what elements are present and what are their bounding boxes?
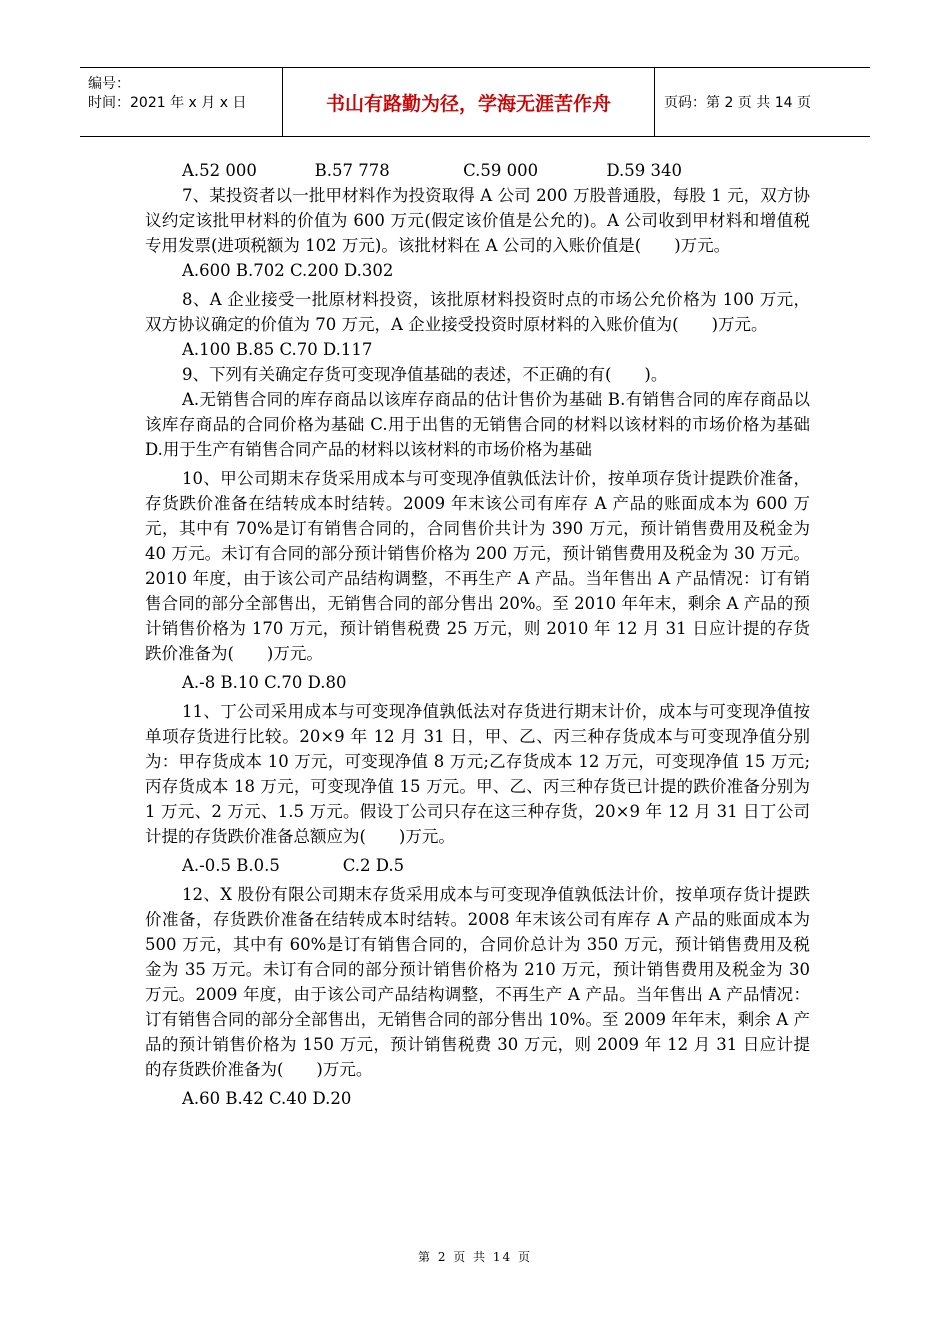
page-header — [80, 67, 870, 137]
question-10-text: 10、甲公司期末存货采用成本与可变现净值孰低法计价，按单项存货计提跌价准备，存货跌价准备在结转成本时结转。2009 年末该公司有库存 A 产品的账面成本为 600 万元，其中有 70%是订有销售合同的，合同售价共计为 390 万元，预计销售费用及税金为 40 万元。未订有合同的部分预计销售价格为 200 万元，预计销售费用及税金为 30 万元。2010 年度，由于该公司产品结构调整，不再生产 A 产品。当年售出 A 产品情况：订有销售合同的部分全部售出，无销售合同的部分售出 20%。至 2010 年年末，剩余 A 产品的预计销售价格为 170 万元，预计销售税费 25 万元，则 2010 年 12 月 31 日应计提的存货跌价准备为( )万元。 — [145, 469, 810, 663]
date-label: 时间：2021 年 x 月 x 日 — [88, 95, 247, 111]
question-7-options: A.600 B.702 C.200 D.302 — [182, 261, 394, 280]
header-divider — [654, 68, 655, 136]
question-12-options: A.60 B.42 C.40 D.20 — [182, 1089, 352, 1108]
question-8-options: A.100 B.85 C.70 D.117 — [182, 340, 373, 359]
question-9-text: 9、下列有关确定存货可变现净值基础的表述，不正确的有( )。 — [182, 365, 668, 384]
page-footer: 第 2 页 共 14 页 — [418, 1250, 532, 1264]
header-motto: 书山有路勤为径，学海无涯苦作舟 — [325, 92, 611, 115]
question-9-options: A.无销售合同的库存商品以该库存商品的估计售价为基础 B.有销售合同的库存商品以该库存商品的合同价格为基础 C.用于出售的无销售合同的材料以该材料的市场价格为基础 D.用于生产有销售合同产品的材料以该材料的市场价格为基础 — [145, 390, 810, 459]
header-page-info: 页码：第 2 页 共 14 页 — [664, 95, 811, 111]
question-6-options: A.52 000 B.57 778 C.59 000 D.59 340 — [182, 161, 682, 180]
question-11-text: 11、丁公司采用成本与可变现净值孰低法对存货进行期末计价，成本与可变现净值按单项存货进行比较。20×9 年 12 月 31 日，甲、乙、丙三种存货成本与可变现净值分别为：甲存货成本 10 万元，可变现净值 8 万元;乙存货成本 12 万元，可变现净值 15 万元;丙存货成本 18 万元，可变现净值 15 万元。甲、乙、丙三种存货已计提的跌价准备分别为 1 万元、2 万元、1.5 万元。假设丁公司只存在这三种存货，20×9 年 12 月 31 日丁公司计提的存货跌价准备总额应为( )万元。 — [145, 702, 810, 846]
question-12-text: 12、X 股份有限公司期末存货采用成本与可变现净值孰低法计价，按单项存货计提跌价准备，存货跌价准备在结转成本时结转。2008 年末该公司有库存 A 产品的账面成本为 500 万元，其中有 60%是订有销售合同的，合同价总计为 350 万元，预计销售费用及税金为 35 万元。未订有合同的部分预计销售价格为 210 万元，预计销售费用及税金为 30 万元。2009 年度，由于该公司产品结构调整，不再生产 A 产品。当年售出 A 产品情况：订有销售合同的部分全部售出，无销售合同的部分售出 10%。至 2009 年年末，剩余 A 产品的预计销售价格为 150 万元，预计销售税费 30 万元，则 2009 年 12 月 31 日应计提的存货跌价准备为( )万元。 — [145, 885, 810, 1079]
document-body — [145, 158, 810, 1111]
question-11-options: A.-0.5 B.0.5 C.2 D.5 — [182, 856, 405, 875]
question-7-text: 7、某投资者以一批甲材料作为投资取得 A 公司 200 万股普通股，每股 1 元，双方协议约定该批甲材料的价值为 600 万元(假定该价值是公允的)。A 公司收到甲材料和增值税专用发票(进项税额为 102 万元)。该批材料在 A 公司的入账价值是( )万元。 — [145, 186, 810, 255]
question-8-text: 8、A 企业接受一批原材料投资，该批原材料投资时点的市场公允价格为 100 万元，双方协议确定的价值为 70 万元，A 企业接受投资时原材料的入账价值为( )万元。 — [145, 290, 810, 334]
header-meta — [80, 68, 282, 136]
question-10-options: A.-8 B.10 C.70 D.80 — [182, 673, 347, 692]
number-label: 编号： — [88, 76, 130, 92]
